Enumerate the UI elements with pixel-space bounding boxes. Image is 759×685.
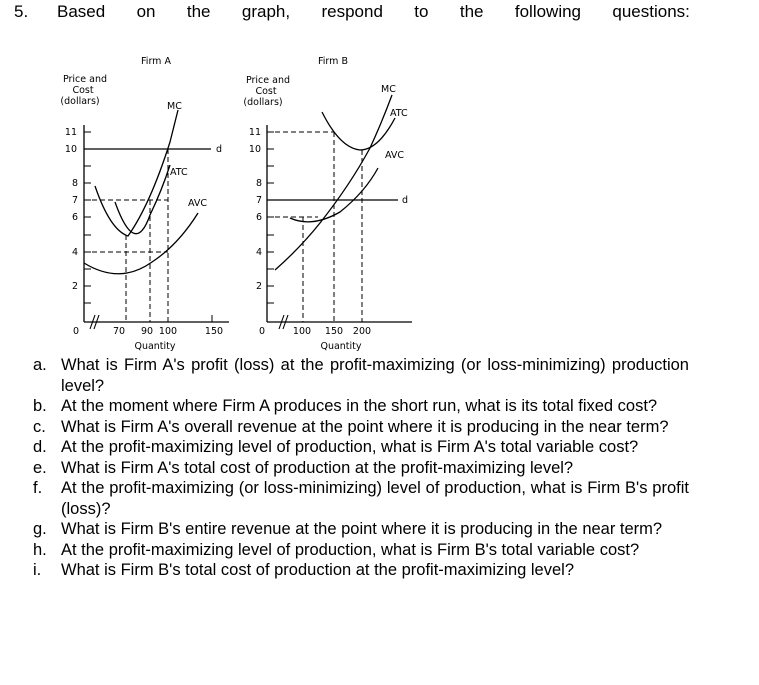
firm-b-y-tick-label: 6	[255, 212, 262, 223]
firm-a-x-tick-label: 70	[112, 326, 126, 337]
firm-a-x-tick-label: 100	[158, 326, 178, 337]
firm-b-y-tick-label: 4	[255, 247, 262, 258]
firm-a-origin: 0	[72, 326, 80, 337]
firm-a-y-tick-marks	[84, 132, 91, 303]
firm-b-x-label: Quantity	[320, 341, 362, 352]
sub-question-text: What is Firm B's total cost of production at the profit-maximizing level?	[61, 561, 575, 579]
prompt-word: graph,	[241, 2, 291, 21]
prompt-word: Based	[57, 2, 106, 21]
firm-b-origin: 0	[258, 326, 266, 337]
firm-a-x-tick-label: 90	[140, 326, 154, 337]
firm-a-atc-curve	[115, 165, 170, 234]
firm-b-y-tick-label: 8	[255, 178, 262, 189]
sub-question-list	[33, 355, 689, 581]
firm-a-y-tick-label: 2	[71, 281, 78, 292]
firm-b-y-tick-label: 2	[255, 281, 262, 292]
firm-b-guide-lines	[267, 132, 362, 322]
firm-b-ylabel-line3: (dollars)	[243, 97, 283, 108]
firm-a-atc-label: ATC	[170, 167, 188, 178]
prompt-word: respond	[321, 2, 383, 21]
prompt-word: on	[136, 2, 156, 21]
prompt-word: the	[186, 2, 211, 21]
question-number: 5.	[14, 2, 29, 21]
prompt-word: the	[459, 2, 484, 21]
firm-b-x-tick-label: 100	[292, 326, 312, 337]
sub-question	[33, 355, 689, 396]
sub-question-text: What is Firm B's entire revenue at the point where it is producing in the near term?	[61, 520, 663, 538]
sub-question-text: At the profit-maximizing (or loss-minimizing) level of production, what is Firm B's profit (loss)?	[61, 479, 689, 518]
prompt-word: questions:	[612, 2, 690, 21]
firm-b-ylabel-line1: Price and	[245, 75, 291, 86]
firm-a-y-tick-label: 11	[64, 127, 77, 138]
sub-question-label: c.	[33, 417, 46, 436]
sub-question-label: a.	[33, 356, 47, 374]
sub-question-text: At the moment where Firm A produces in the short run, what is its total fixed cost?	[61, 397, 658, 415]
firm-a-mc-label: MC	[167, 101, 182, 112]
sub-question-text: What is Firm A's profit (loss) at the profit-maximizing (or loss-minimizing) production level?	[61, 356, 689, 395]
firm-a-y-tick-label: 8	[71, 178, 78, 189]
firm-b-title: Firm B	[318, 56, 348, 67]
firm-a-ylabel-line1: Price and	[62, 74, 108, 85]
firm-b-atc-label: ATC	[390, 108, 408, 119]
sub-question-label: d.	[33, 438, 47, 456]
sub-question-label: g.	[33, 520, 47, 538]
firm-a-avc-label: AVC	[188, 198, 208, 209]
firm-a-demand-label: d	[216, 144, 223, 155]
sub-question	[33, 519, 689, 540]
firm-b-demand-label: d	[402, 195, 409, 206]
firm-a-ylabel-line2: Cost	[72, 85, 94, 96]
sub-question	[33, 417, 689, 438]
firm-b-graph	[243, 56, 412, 352]
firm-b-y-tick-label: 10	[248, 144, 261, 155]
firm-a-avc-curve	[84, 213, 198, 274]
firm-b-atc-curve	[322, 112, 395, 150]
sub-question-label: h.	[33, 540, 47, 559]
sub-question	[33, 458, 689, 479]
firm-a-y-tick-label: 7	[71, 195, 78, 206]
sub-question-label: e.	[33, 458, 47, 477]
firm-a-y-tick-label: 4	[71, 247, 78, 258]
prompt-word: to	[414, 2, 429, 21]
firm-b-y-tick-label: 7	[255, 195, 262, 206]
prompt-word: following	[514, 2, 582, 21]
sub-question	[33, 560, 689, 581]
sub-question-label: b.	[33, 397, 47, 415]
sub-question-text: At the profit-maximizing level of production, what is Firm A's total variable cost?	[61, 438, 639, 456]
firm-b-y-tick-label: 11	[248, 127, 261, 138]
sub-question-label: f.	[33, 479, 43, 497]
sub-question-text: What is Firm A's overall revenue at the point where it is producing in the near term?	[61, 417, 669, 436]
sub-question-text: At the profit-maximizing level of production, what is Firm B's total variable cost?	[61, 540, 640, 559]
sub-question-text: What is Firm A's total cost of production at the profit-maximizing level?	[61, 458, 574, 477]
sub-question	[33, 396, 689, 417]
firm-a-title: Firm A	[141, 56, 171, 67]
firm-a-graph	[60, 56, 229, 352]
firm-a-ylabel-line3: (dollars)	[60, 96, 100, 107]
sub-question	[33, 437, 689, 458]
sub-question	[33, 478, 689, 519]
firm-a-mc-curve	[95, 110, 178, 236]
sub-question-label: i.	[33, 561, 42, 579]
firm-a-x-tick-label: 150	[204, 326, 224, 337]
firm-b-ylabel-line2: Cost	[255, 86, 277, 97]
firm-a-y-tick-label: 6	[71, 212, 78, 223]
sub-question	[33, 540, 689, 561]
firm-b-avc-label: AVC	[385, 150, 405, 161]
firm-a-x-label: Quantity	[134, 341, 176, 352]
firm-b-x-tick-label: 200	[352, 326, 372, 337]
firm-b-x-tick-label: 150	[324, 326, 344, 337]
firm-a-y-tick-label: 10	[64, 144, 77, 155]
firm-b-mc-label: MC	[381, 84, 396, 95]
